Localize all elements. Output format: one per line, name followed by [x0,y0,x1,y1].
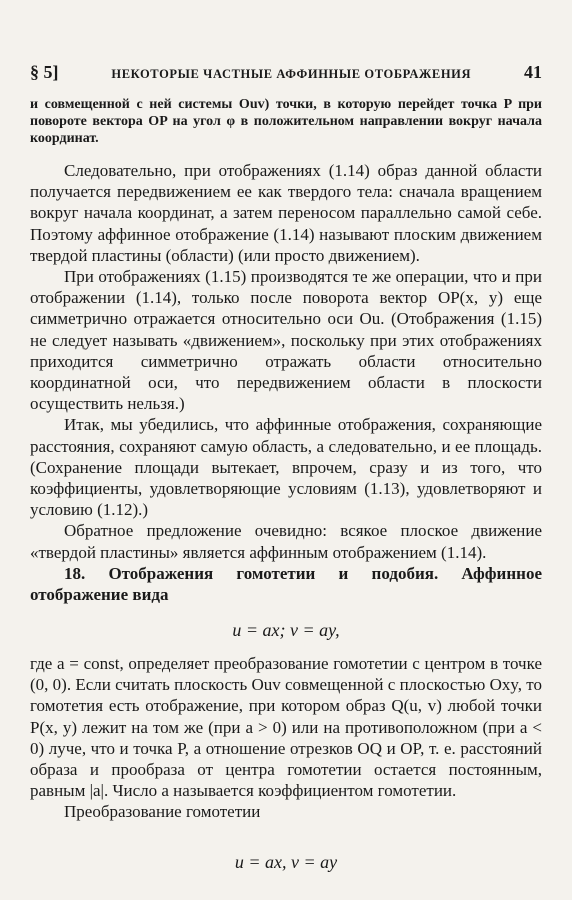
paragraph-distance: Итак, мы убедились, что аффинные отображения, сохраняющие расстояния, сохраняют самую область, а следовательно, и ее площадь. (Сохранение площади вытекает, впрочем, сразу и из того, что коэффициенты, удовлетворяющие условиям (1.13), удовлетворяют и условию (1.12).) [30,415,542,520]
running-title: НЕКОТОРЫЕ ЧАСТНЫЕ АФФИННЫЕ ОТОБРАЖЕНИЯ [111,67,472,81]
paragraph-homothety: где a = const, определяет преобразование гомотетии с центром в точке (0, 0). Если считать плоскость Ouv совмещенной с плоскостью Oxy, то гомотетия есть отображение, при котором образ Q(u, v) любой точки P(x, y) лежит на том же (при a > 0) или на противоположном (при a < 0) луче, что и точка P, а отношение отрезков OQ и OP, т. е. расстояний образа и прообраза от центра гомотетии остается постоянным, равным |a|. Число a называется коэффициентом гомотетии. [30,654,542,801]
equation-homothety: u = ax; v = ay, [232,620,340,640]
section-marker: § 5] [30,62,59,82]
paragraph-reflection: При отображениях (1.15) производятся те же операции, что и при отображении (1.14), только после поворота вектор OP(x, y) еще симметрично отражается относительно оси Ou. (Отображения (1.15) не следует называть «движением», поскольку при этих отображениях приходится симметрично отражать области относительно координатной оси, что передвижением области в плоскости осуществить нельзя.) [30,267,542,414]
intro-block [30,96,542,147]
body-text-2 [30,653,542,823]
running-header [30,62,542,83]
paragraph-converse: Обратное предложение очевидно: всякое плоское движение «твердой пластины» является аффинным отображением (1.14). [30,521,542,562]
body-text [30,160,542,605]
paragraph-transform: Преобразование гомотетии [64,802,261,822]
paragraph-motion: Следовательно, при отображениях (1.14) образ данной области получается передвижением ее как твердого тела: сначала вращением вокруг начала координат, а затем переносом параллельно самой себе. Поэтому аффинное отображение (1.14) называют плоским движением твердой пластины (области) (или просто движением). [30,161,542,265]
section-heading-paragraph: 18. Отображения гомотетии и подобия. Аффинное отображение вида [30,563,542,605]
intro-paragraph: и совмещенной с ней системы Ouv) точки, в которую перейдет точка P при повороте вектора OP на угол φ в положительном направлении вокруг начала координат. [30,97,542,146]
equation-homothety-2: u = ax, v = ay [234,852,338,872]
page-number: 41 [524,62,542,82]
